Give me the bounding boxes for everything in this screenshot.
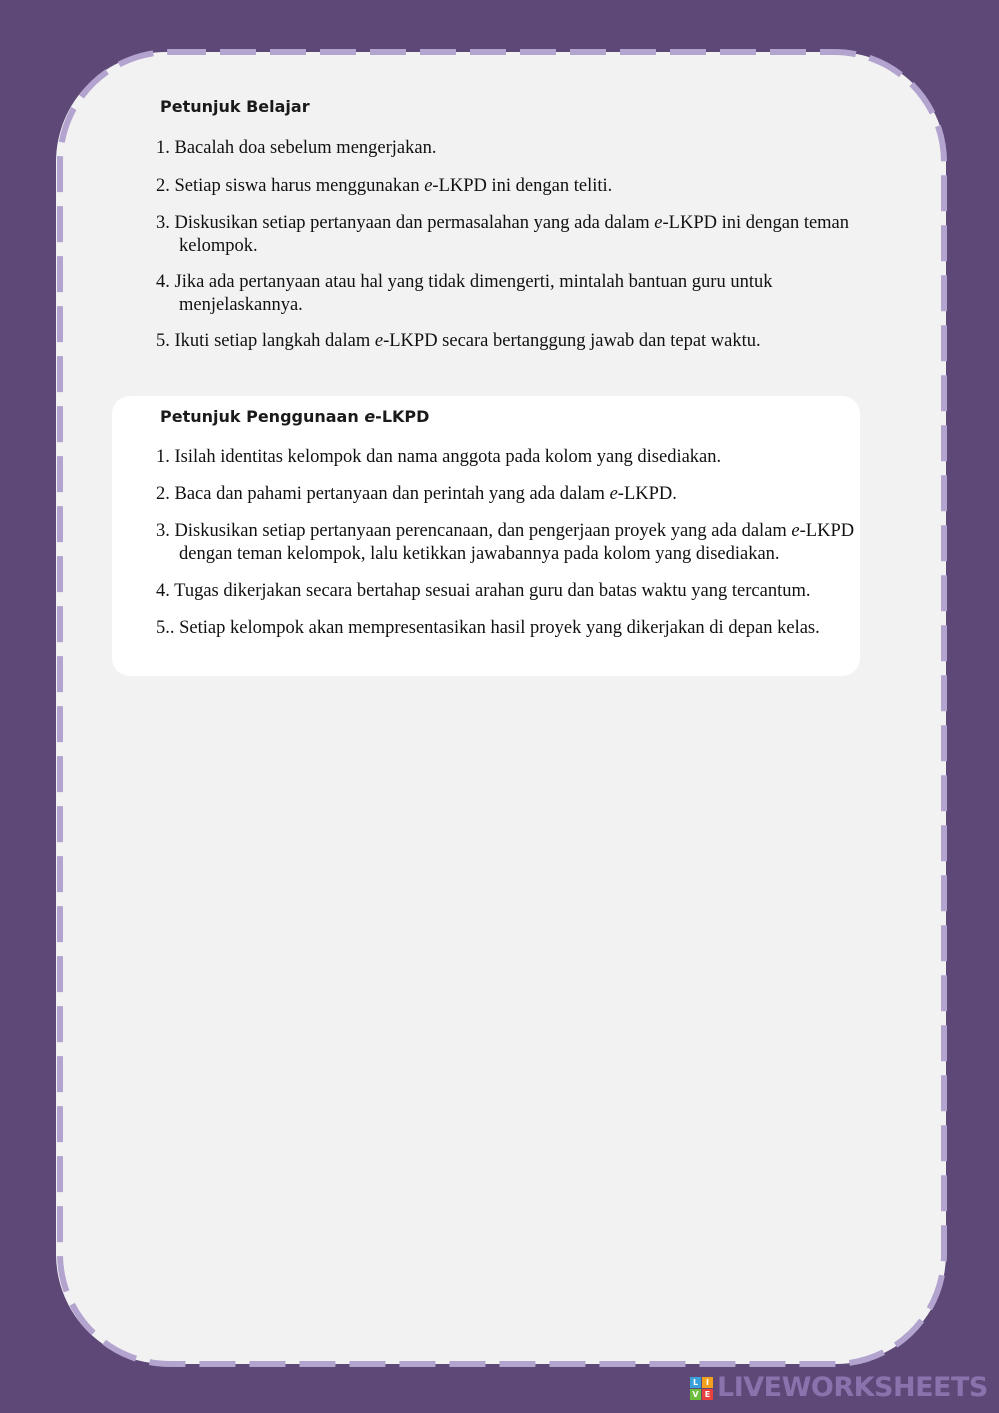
logo-block: E	[702, 1389, 713, 1400]
item-number: 1.	[156, 447, 170, 467]
item-number: 5..	[156, 618, 175, 638]
item-text: Setiap kelompok akan mempresentasikan hasil proyek yang dikerjakan di depan kelas.	[179, 618, 820, 638]
item-text-pre: Baca dan pahami pertanyaan dan perintah yang ada dalam	[174, 484, 610, 504]
list-item	[156, 580, 872, 603]
logo-block: L	[690, 1377, 701, 1388]
item-text: Isilah identitas kelompok dan nama anggota pada kolom yang disediakan.	[174, 447, 722, 467]
list-item	[156, 271, 876, 317]
item-text: Jika ada pertanyaan atau hal yang tidak dimengerti, mintalah bantuan guru untuk menjelaskannya.	[174, 272, 773, 315]
logo-block: I	[702, 1377, 713, 1388]
section-title-petunjuk-belajar: Petunjuk Belajar	[160, 97, 310, 116]
item-text-pre: Diskusikan setiap pertanyaan perencanaan, dan pengerjaan proyek yang ada dalam	[174, 521, 792, 541]
item-text-pre: Setiap siswa harus menggunakan	[174, 176, 425, 196]
italic-e: e	[791, 521, 800, 541]
item-number: 3.	[156, 521, 170, 541]
item-number: 1.	[156, 138, 170, 158]
list-item	[156, 446, 872, 469]
item-text-post: -LKPD dengan teman kelompok, lalu ketikkan jawabannya pada kolom yang disediakan.	[179, 521, 855, 564]
list-item	[156, 330, 876, 353]
item-text-post: -LKPD.	[617, 484, 677, 504]
logo-block: V	[690, 1389, 701, 1400]
item-text-post: -LKPD ini dengan teman kelompok.	[179, 213, 850, 256]
title-prefix: Petunjuk Penggunaan	[160, 407, 365, 426]
item-number: 4.	[156, 581, 170, 601]
italic-e: e	[654, 213, 663, 233]
list-item	[156, 212, 876, 258]
list-item	[156, 137, 876, 160]
item-number: 3.	[156, 213, 170, 233]
petunjuk-penggunaan-list	[156, 446, 872, 640]
list-item	[156, 175, 876, 198]
item-text-pre: Ikuti setiap langkah dalam	[174, 331, 375, 351]
item-number: 5.	[156, 331, 170, 351]
logo-blocks-icon	[690, 1377, 713, 1400]
italic-e: e	[424, 176, 433, 196]
title-suffix: -LKPD	[375, 407, 430, 426]
italic-e: e	[374, 331, 384, 351]
item-text-post: -LKPD secara bertanggung jawab dan tepat waktu.	[383, 331, 761, 351]
item-number: 2.	[156, 484, 170, 504]
list-item	[156, 520, 872, 566]
item-text-post: -LKPD ini dengan teliti.	[432, 176, 613, 196]
list-item	[156, 617, 872, 640]
logo-text: LIVEWORKSHEETS	[717, 1372, 988, 1403]
section-title-petunjuk-penggunaan	[160, 407, 429, 426]
italic-e: e	[609, 484, 618, 504]
item-number: 2.	[156, 176, 170, 196]
list-item	[156, 483, 872, 506]
item-number: 4.	[156, 272, 170, 292]
title-italic-e: e	[364, 407, 376, 426]
item-text: Bacalah doa sebelum mengerjakan.	[174, 138, 437, 158]
petunjuk-belajar-list	[156, 137, 876, 353]
item-text: Tugas dikerjakan secara bertahap sesuai arahan guru dan batas waktu yang tercantum.	[174, 581, 811, 601]
item-text-pre: Diskusikan setiap pertanyaan dan permasalahan yang ada dalam	[174, 213, 655, 233]
liveworksheets-logo	[690, 1374, 988, 1402]
